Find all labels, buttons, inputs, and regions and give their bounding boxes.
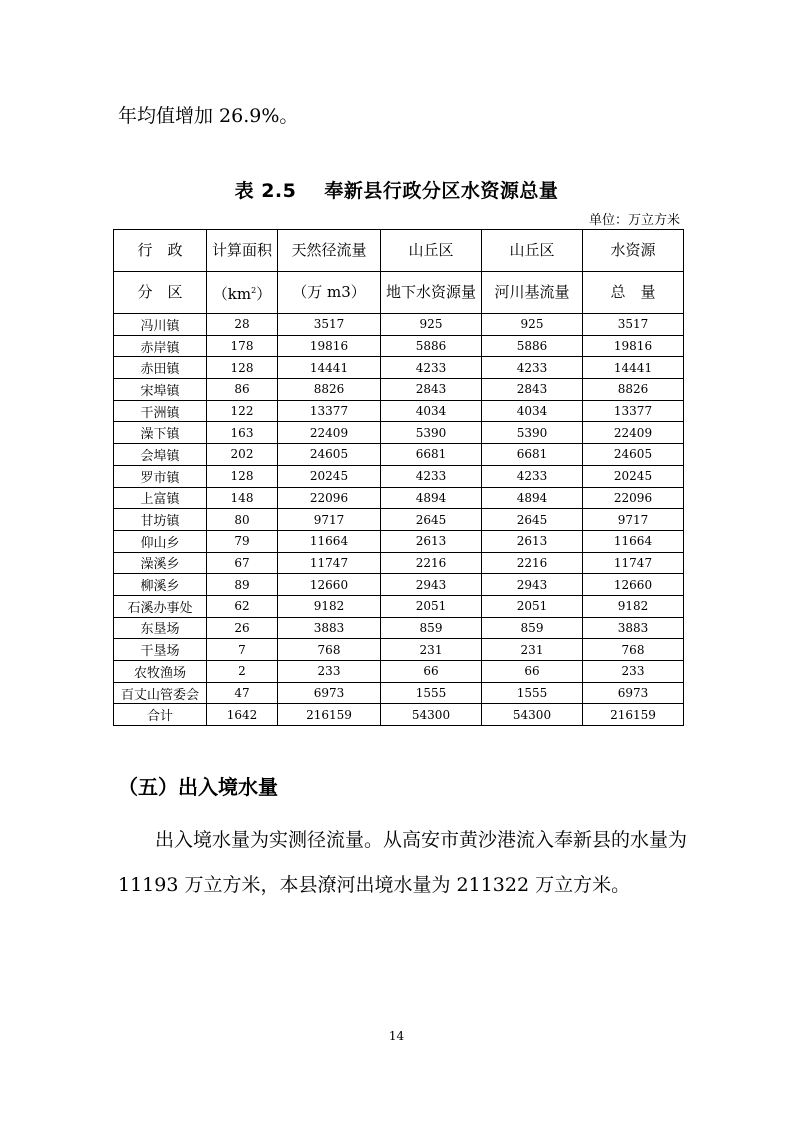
value-cell: 19816 xyxy=(278,335,381,357)
value-cell: 5886 xyxy=(381,335,482,357)
header-cell: 水资源 xyxy=(583,230,684,272)
table-row xyxy=(114,400,684,422)
value-cell: 3517 xyxy=(278,314,381,336)
value-cell: 5390 xyxy=(381,422,482,444)
value-cell: 2943 xyxy=(482,574,583,596)
value-cell: 12660 xyxy=(278,574,381,596)
value-cell: 9717 xyxy=(583,509,684,531)
value-cell: 8826 xyxy=(583,379,684,401)
unit-superscript: 2 xyxy=(251,286,257,295)
value-cell: 128 xyxy=(207,465,278,487)
value-cell: 62 xyxy=(207,595,278,617)
row-label-cell: 赤岸镇 xyxy=(114,335,207,357)
value-cell: 54300 xyxy=(482,704,583,726)
value-cell: 4034 xyxy=(381,400,482,422)
value-cell: 54300 xyxy=(381,704,482,726)
value-cell: 2943 xyxy=(381,574,482,596)
value-cell: 859 xyxy=(381,617,482,639)
value-cell: 19816 xyxy=(583,335,684,357)
header-row xyxy=(114,230,684,272)
row-label-cell: 冯川镇 xyxy=(114,314,207,336)
table-row xyxy=(114,661,684,683)
value-cell: 5390 xyxy=(482,422,583,444)
table-row xyxy=(114,509,684,531)
table-row xyxy=(114,444,684,466)
header-cell: $(km^2)$ xyxy=(207,272,278,314)
table-row xyxy=(114,639,684,661)
row-label-cell: 宋埠镇 xyxy=(114,379,207,401)
value-cell: 233 xyxy=(278,661,381,683)
value-cell: 2 xyxy=(207,661,278,683)
paragraph-line: 11193 万立方米，本县潦河出境水量为 211322 万立方米。 xyxy=(118,874,631,896)
header-cell: 天然径流量 xyxy=(278,230,381,272)
value-cell: 11664 xyxy=(278,530,381,552)
row-label-cell: 澡下镇 xyxy=(114,422,207,444)
value-cell: 8826 xyxy=(278,379,381,401)
value-cell: 14441 xyxy=(583,357,684,379)
table-row xyxy=(114,704,684,726)
row-label-cell: 石溪办事处 xyxy=(114,595,207,617)
value-cell: 22096 xyxy=(278,487,381,509)
header-cell: 山丘区 xyxy=(381,230,482,272)
table-row xyxy=(114,314,684,336)
row-label-cell: 罗市镇 xyxy=(114,465,207,487)
value-cell: 67 xyxy=(207,552,278,574)
value-cell: 24605 xyxy=(278,444,381,466)
value-cell: 20245 xyxy=(278,465,381,487)
value-cell: 2645 xyxy=(482,509,583,531)
value-cell: 4233 xyxy=(482,357,583,379)
value-cell: 4034 xyxy=(482,400,583,422)
table-row xyxy=(114,552,684,574)
value-cell: 925 xyxy=(381,314,482,336)
row-label-cell: 农牧渔场 xyxy=(114,661,207,683)
header-cell: 行 政 xyxy=(114,230,207,272)
value-cell: 4233 xyxy=(381,465,482,487)
row-label-cell: 仰山乡 xyxy=(114,530,207,552)
value-cell: 66 xyxy=(482,661,583,683)
value-cell: 2645 xyxy=(381,509,482,531)
value-cell: 1642 xyxy=(207,704,278,726)
value-cell: 6681 xyxy=(482,444,583,466)
table-number: 表 2.5 xyxy=(234,180,297,202)
value-cell: 859 xyxy=(482,617,583,639)
row-label-cell: 柳溪乡 xyxy=(114,574,207,596)
value-cell: 9182 xyxy=(583,595,684,617)
value-cell: 2051 xyxy=(381,595,482,617)
table-row xyxy=(114,422,684,444)
value-cell: 1555 xyxy=(381,682,482,704)
header-cell: 河川基流量 xyxy=(482,272,583,314)
row-label-cell: 会埠镇 xyxy=(114,444,207,466)
value-cell: 9182 xyxy=(278,595,381,617)
row-label-cell: 干垦场 xyxy=(114,639,207,661)
value-cell: 231 xyxy=(381,639,482,661)
value-cell: 20245 xyxy=(583,465,684,487)
value-cell: 6973 xyxy=(583,682,684,704)
value-cell: 128 xyxy=(207,357,278,379)
table-title xyxy=(0,176,793,203)
value-cell: 26 xyxy=(207,617,278,639)
unit-prefix: （k xyxy=(212,285,237,303)
table-row xyxy=(114,487,684,509)
value-cell: 122 xyxy=(207,400,278,422)
value-cell: 2613 xyxy=(482,530,583,552)
value-cell: 89 xyxy=(207,574,278,596)
value-cell: 148 xyxy=(207,487,278,509)
table-row xyxy=(114,465,684,487)
value-cell: 925 xyxy=(482,314,583,336)
value-cell: 1555 xyxy=(482,682,583,704)
value-cell: 2843 xyxy=(381,379,482,401)
row-label-cell: 百丈山管委会 xyxy=(114,682,207,704)
row-label-cell: 澡溪乡 xyxy=(114,552,207,574)
value-cell: 14441 xyxy=(278,357,381,379)
value-cell: 11747 xyxy=(583,552,684,574)
value-cell: 202 xyxy=(207,444,278,466)
value-cell: 11664 xyxy=(583,530,684,552)
value-cell: 22096 xyxy=(583,487,684,509)
value-cell: 80 xyxy=(207,509,278,531)
value-cell: 66 xyxy=(381,661,482,683)
value-cell: 2843 xyxy=(482,379,583,401)
header-cell: 计算面积 xyxy=(207,230,278,272)
value-cell: 3517 xyxy=(583,314,684,336)
value-cell: 7 xyxy=(207,639,278,661)
value-cell: 3883 xyxy=(278,617,381,639)
page-number: 14 xyxy=(388,1029,405,1043)
row-label-cell: 甘坊镇 xyxy=(114,509,207,531)
value-cell: 2051 xyxy=(482,595,583,617)
value-cell: 4894 xyxy=(482,487,583,509)
value-cell: 11747 xyxy=(278,552,381,574)
value-cell: 13377 xyxy=(278,400,381,422)
table-row xyxy=(114,574,684,596)
unit-note: 单位：万立方米 xyxy=(588,213,680,228)
value-cell: 216159 xyxy=(583,704,684,726)
table-row xyxy=(114,530,684,552)
row-label-cell: 干洲镇 xyxy=(114,400,207,422)
value-cell: 9717 xyxy=(278,509,381,531)
header-cell: 分 区 xyxy=(114,272,207,314)
text-line: 年均值增加 26.9%。 xyxy=(118,105,299,127)
table-row xyxy=(114,617,684,639)
value-cell: 2216 xyxy=(381,552,482,574)
table-row xyxy=(114,335,684,357)
value-cell: 2613 xyxy=(381,530,482,552)
value-cell: 5886 xyxy=(482,335,583,357)
table-row xyxy=(114,379,684,401)
value-cell: 24605 xyxy=(583,444,684,466)
table-name: 奉新县行政分区水资源总量 xyxy=(324,180,559,202)
unit-suffix: ） xyxy=(256,285,272,303)
value-cell: 6973 xyxy=(278,682,381,704)
value-cell: 47 xyxy=(207,682,278,704)
value-cell: 231 xyxy=(482,639,583,661)
section-heading: （五）出入境水量 xyxy=(118,775,278,799)
value-cell: 2216 xyxy=(482,552,583,574)
value-cell: 22409 xyxy=(278,422,381,444)
value-cell: 768 xyxy=(583,639,684,661)
row-label-cell: 合计 xyxy=(114,704,207,726)
row-label-cell: 东垦场 xyxy=(114,617,207,639)
header-row xyxy=(114,272,684,314)
value-cell: 6681 xyxy=(381,444,482,466)
value-cell: 13377 xyxy=(583,400,684,422)
header-cell: 地下水资源量 xyxy=(381,272,482,314)
value-cell: 233 xyxy=(583,661,684,683)
value-cell: 28 xyxy=(207,314,278,336)
header-cell: 总 量 xyxy=(583,272,684,314)
value-cell: 12660 xyxy=(583,574,684,596)
value-cell: 178 xyxy=(207,335,278,357)
value-cell: 86 xyxy=(207,379,278,401)
header-cell: 山丘区 xyxy=(482,230,583,272)
header-cell: （万 m3） xyxy=(278,272,381,314)
value-cell: 4894 xyxy=(381,487,482,509)
table-row xyxy=(114,682,684,704)
paragraph-line: 出入境水量为实测径流量。从高安市黄沙港流入奉新县的水量为 xyxy=(155,829,688,851)
value-cell: 163 xyxy=(207,422,278,444)
value-cell: 768 xyxy=(278,639,381,661)
value-cell: 4233 xyxy=(381,357,482,379)
value-cell: 216159 xyxy=(278,704,381,726)
row-label-cell: 赤田镇 xyxy=(114,357,207,379)
water-resources-table xyxy=(113,229,684,726)
value-cell: 22409 xyxy=(583,422,684,444)
value-cell: 79 xyxy=(207,530,278,552)
row-label-cell: 上富镇 xyxy=(114,487,207,509)
value-cell: 3883 xyxy=(583,617,684,639)
table-row xyxy=(114,595,684,617)
value-cell: 4233 xyxy=(482,465,583,487)
table-row xyxy=(114,357,684,379)
